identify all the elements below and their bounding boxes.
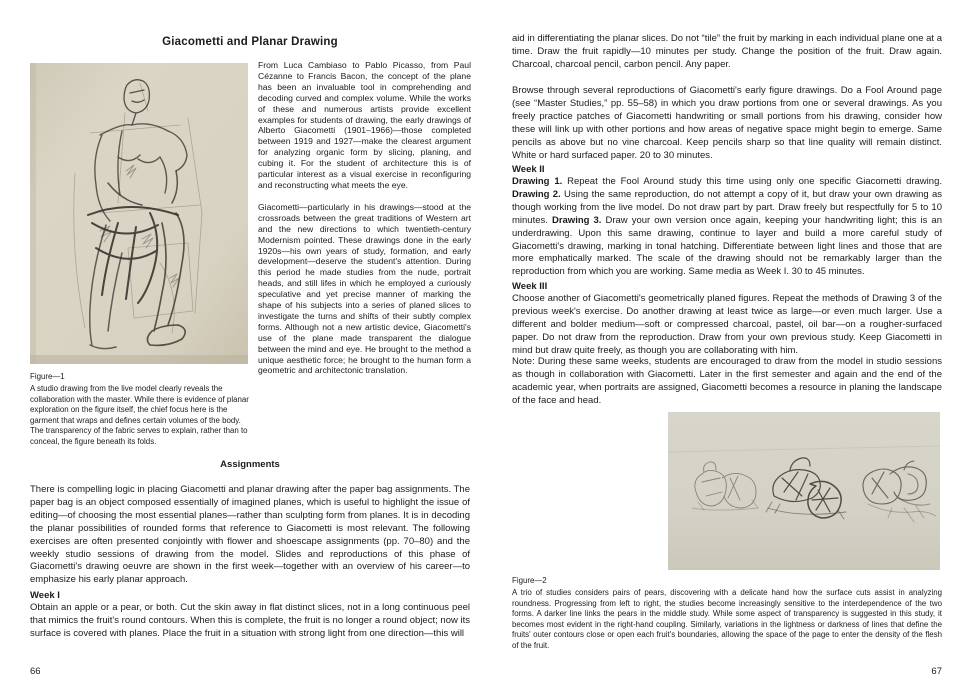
assignments-heading: Assignments — [220, 459, 280, 470]
figure2-caption: A trio of studies considers pairs of pears, discovering with a delicate hand how the surface cuts assist in analyzing roundness. Progressing from left to right, the studies become increasingly sensitive to the interdependence of the two forms. A darker line links the pears in the middle study. While some aspect of transparency is suggested in this study, it becomes most evident in the right-hand coupling. Similarly, variations in the lightness or darkness of lines that define the fruits' outer contours close or open each fruit's boundaries, allowing the space of the page to enter the density of the flesh of the fruit. — [512, 588, 942, 650]
week1-paragraph: Obtain an apple or a pear, or both. Cut the skin away in flat distinct slices, not in a long continuous peel that mimics the fruit's round contours. When this is complete, the fruit is no longer a round object; now its surface is covered with planes. Place the fruit in a situation with strong light from one direction—this will — [30, 602, 470, 639]
figure1-image — [30, 63, 248, 364]
studio-figure-drawing-svg — [30, 63, 248, 364]
figure1-caption-block — [30, 372, 249, 448]
week3-paragraph: Choose another of Giacometti's geometrically planed figures. Repeat the methods of Drawing 3 of the previous week's exercise. Do another drawing at least twice as large—or even much larger. Use a different and bolder medium—soft or compressed charcoal, pastel, oil bar—on a rougher-surfaced paper. Do not draw from the reproduction. Draw from your own previous study. Keep Giacometti in mind but draw quite freely, as though you are collaborating with him. — [512, 293, 942, 356]
assignments-paragraph: There is compelling logic in placing Giacometti and planar drawing after the paper bag assignments. The paper bag is an object composed essentially of imagined planes, which is useful to highlight the issue of editing—of choosing the most essential planes—rather than sculpting form from planes. It is in decoding the planar possibilities of rounded forms that reference to Giacometti is most relevant. The following exercises are often presented conjointly with flower and shoescape assignments (pp. 70–80) and the weekly studio sessions of drawing from the model. Slides and reproductions of this phase of Giacometti's drawing oeuvre are shown in the first week—together with an overview of his career—to emphasize his early planar approach. — [30, 484, 470, 586]
page-number-right: 67 — [931, 666, 942, 677]
week1-heading: Week I — [30, 590, 60, 601]
continuation-paragraph-2: Browse through several reproductions of Giacometti's early figure drawings. Do a Fool Around page (see “Master Studies,” pp. 55–58) in which you draw portions from one or several drawings. As you freely practice patches of Giacometti handwriting or small portions from his drawing, consider how these will link up with other portions and how areas of negative space might begin to emerge. Same pencils as above but no vine charcoal. Keep pencils sharp so that line quality will remain distinct. White or hard surfaced paper. 20 to 30 minutes. — [512, 85, 942, 161]
pear-studies-svg — [668, 412, 940, 570]
intro-column — [258, 60, 471, 376]
figure1-label: Figure—1 — [30, 372, 65, 381]
figure2-label: Figure—2 — [512, 576, 547, 585]
figure2-image — [668, 412, 940, 570]
week3-heading: Week III — [512, 281, 548, 292]
intro-paragraph-2: Giacometti—particularly in his drawings—stood at the crossroads between the great traditions of Western art and the new directions to which twentieth-century Modernism pointed. These drawings done in the early 1920s—his own years of study, formation, and early development—deserve the student's attention. During this period he made studies from the nude, portrait heads, and still lifes in which he employed a curiously speculative and yet precise manner of marking the shape of his subjects into a series of planed slices to investigate the turns and shifts of their subtly complex forms. Although not a new artistic device, Giacometti's use of the plane made transparent the dialogue between the mind and eye. He brought to the method a unique aesthetic force; he brought to the human form a geometric and architectonic translation. — [258, 201, 471, 376]
week2-paragraph: Drawing 1. Repeat the Fool Around study this time using only one specific Giacometti drawing. Drawing 2. Using the same reproduction, do not attempt a copy of it, but draw your own drawing as though working from the live model. Do not draw part by part. Draw freely but respectfully for 5 to 10 minutes. Drawing 3. Draw your own version once again, keeping your handwriting light; this is an underdrawing. Upon this same drawing, continue to layer and build a more careful study of Giacometti's drawing, marking in tonal hatching. Differentiate between light lines and those that are more emphatically marked. The scale of the drawing should not be remarkably larger than the reproduction from which you are working. Same media as Week I. 30 to 45 minutes. — [512, 176, 943, 278]
figure2-caption-block — [512, 576, 942, 652]
week2-heading: Week II — [512, 164, 545, 175]
figure1-caption: A studio drawing from the live model clearly reveals the collaboration with the master. While there is evidence of planar exploration on the figure itself, the chief focus here is the garment that wraps and defines certain volumes of the body. The transparency of the fabric serves to explain, rather than to conceal, the figure beneath its folds. — [30, 384, 249, 446]
chapter-title: Giacometti and Planar Drawing — [162, 36, 338, 48]
note-paragraph: Note: During these same weeks, students are encouraged to draw from the model in studio sessions as though in collaboration with Giacometti. Later in the first semester and again and the end of the academic year, when portraits are assigned, Giacometti becomes a resource in planing the landscape of the face and head. — [512, 356, 942, 406]
continuation-paragraph-1: aid in differentiating the planar slices. Do not “tile” the fruit by marking in each individual plane one at a time. Draw the fruit rapidly—10 minutes per study. Change the position of the fruit. Draw again. Charcoal, charcoal pencil, carbon pencil. Any paper. — [512, 33, 942, 70]
page-number-left: 66 — [30, 666, 41, 677]
intro-paragraph-1: From Luca Cambiaso to Pablo Picasso, from Paul Cézanne to Francis Bacon, the concept of the plane has been an invaluable tool in comprehending and decoding curved and complex volume. While the works of these and numerous artists provide excellent examples for students of drawing, the early drawings of Alberto Giacometti (1901–1966)—those completed between 1919 and 1927—make the clearest argument for analyzing organic form by slicing, planing, and cubing it. For the student of architecture this is of particular interest as a visual exercise in reconfiguring and reconstructing what meets the eye. — [258, 60, 471, 190]
